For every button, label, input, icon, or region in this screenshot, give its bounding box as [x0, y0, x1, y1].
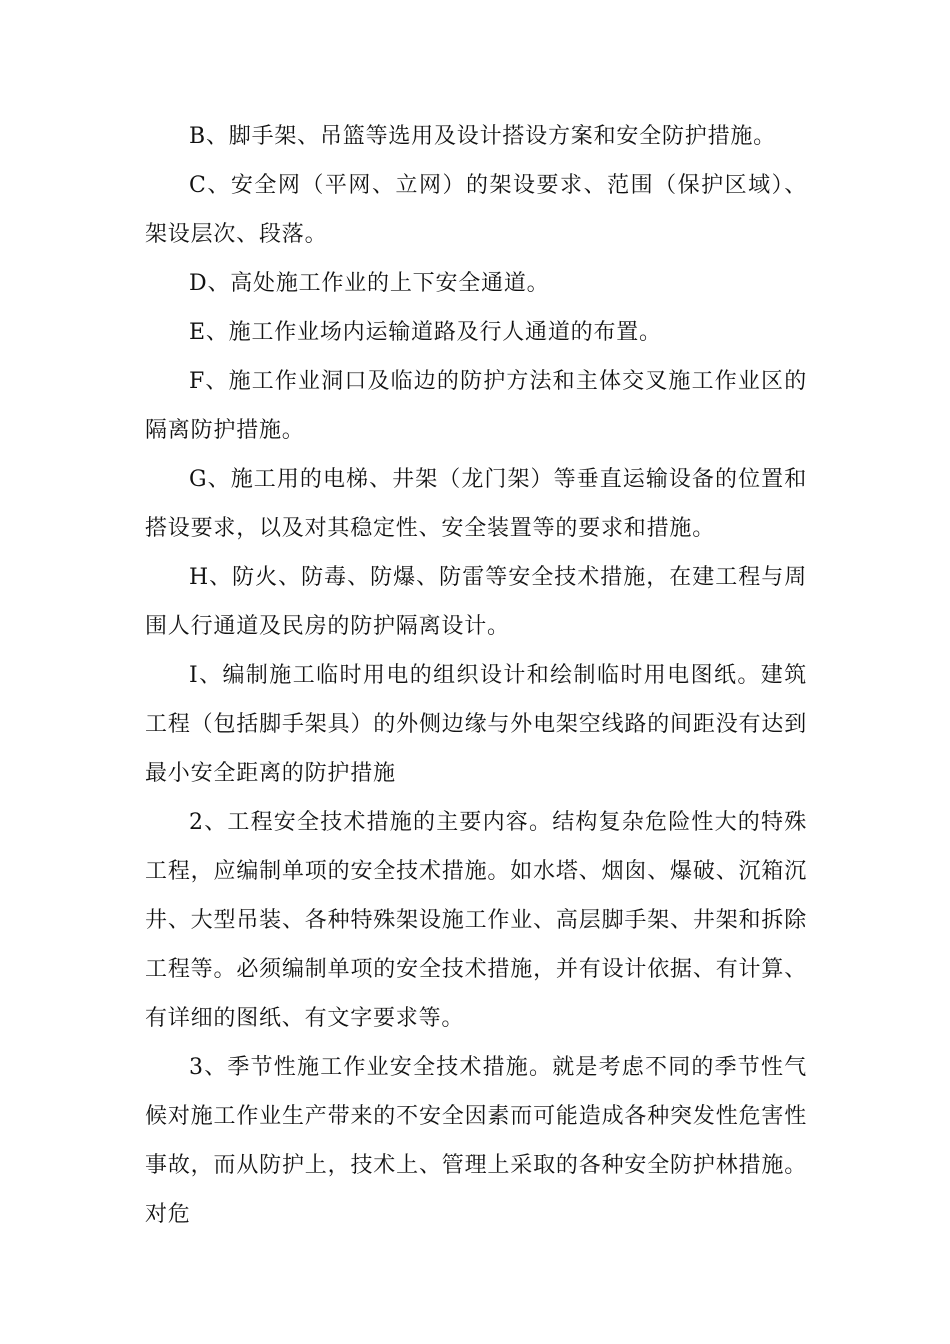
paragraph-c-safety-net: C、安全网（平网、立网）的架设要求、范围（保护区域）、架设层次、段落。	[145, 173, 807, 247]
paragraph-b-scaffolding: B、脚手架、吊篮等选用及设计搭设方案和安全防护措施。	[189, 124, 776, 149]
paragraph-h-fire-protection: H、防火、防毒、防爆、防雷等安全技术措施，在建工程与周围人行通道及民房的防护隔离设计。	[145, 565, 807, 639]
paragraph-f-openings-edges: F、施工作业洞口及临边的防护方法和主体交叉施工作业区的隔离防护措施。	[145, 369, 807, 443]
document-body	[145, 112, 807, 1239]
paragraph-i-temporary-power: I、编制施工临时用电的组织设计和绘制临时用电图纸。建筑工程（包括脚手架具）的外侧边缘与外电架空线路的间距没有达到最小安全距离的防护措施	[145, 663, 807, 786]
paragraph-3-seasonal-measures: 3、季节性施工作业安全技术措施。就是考虑不同的季节性气候对施工作业生产带来的不安全因素而可能造成各种突发性危害性事故，而从防护上，技术上、管理上采取的各种安全防护林措施。对危	[145, 1055, 807, 1227]
paragraph-g-vertical-transport: G、施工用的电梯、井架（龙门架）等垂直运输设备的位置和搭设要求，以及对其稳定性、安全装置等的要求和措施。	[145, 467, 807, 541]
paragraph-e-site-roads: E、施工作业场内运输道路及行人通道的布置。	[189, 320, 662, 345]
paragraph-2-special-works: 2、工程安全技术措施的主要内容。结构复杂危险性大的特殊工程，应编制单项的安全技术措施。如水塔、烟囱、爆破、沉箱沉井、大型吊装、各种特殊架设施工作业、高层脚手架、井架和拆除工程等。必须编制单项的安全技术措施，并有设计依据、有计算、有详细的图纸、有文字要求等。	[145, 810, 807, 1031]
paragraph-d-access-passage: D、高处施工作业的上下安全通道。	[189, 271, 550, 296]
